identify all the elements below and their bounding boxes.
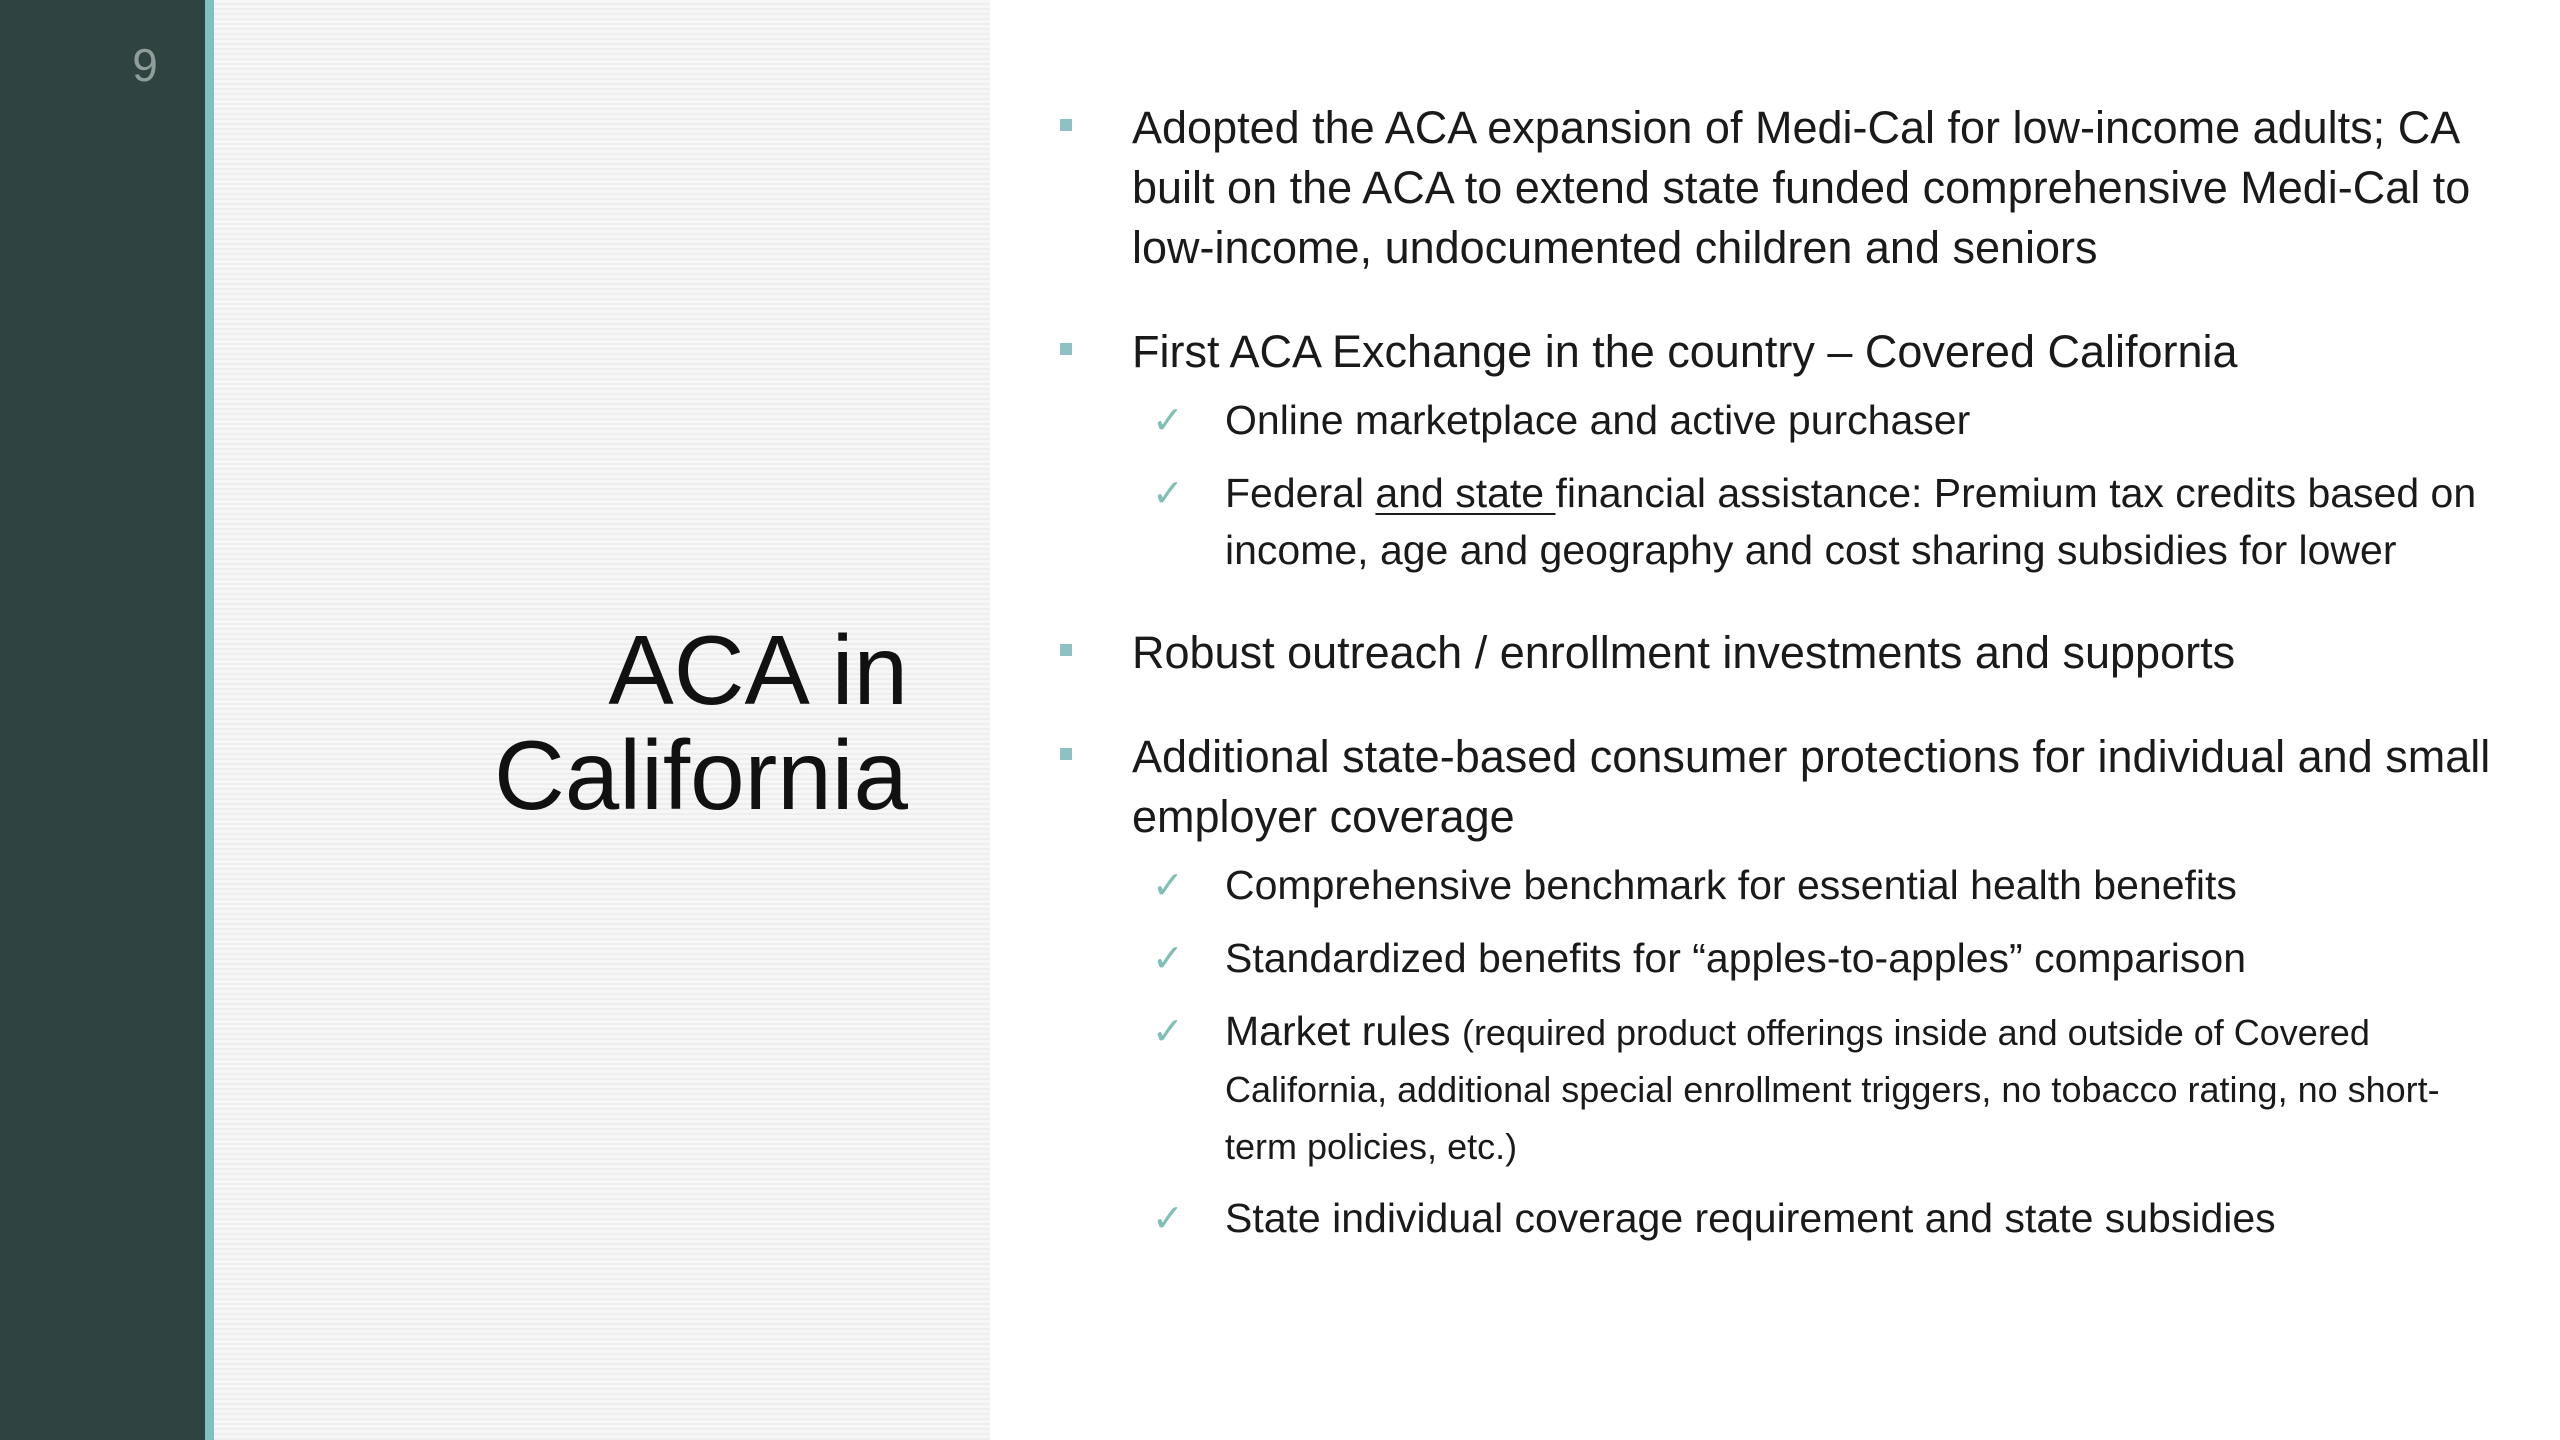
square-bullet-icon — [1060, 644, 1072, 656]
square-bullet-icon — [1060, 343, 1072, 355]
sub-list-consumer-protections — [1060, 857, 2500, 1247]
checkmark-icon: ✓ — [1152, 1196, 1184, 1240]
sub-item-text: Standardized benefits for “apples-to-apples” comparison — [1225, 935, 2246, 981]
slide-number: 9 — [132, 39, 158, 91]
title-panel — [214, 0, 990, 1440]
bullet-outreach — [1060, 623, 2500, 683]
sub-item-coverage-requirement — [1060, 1190, 2500, 1247]
checkmark-icon: ✓ — [1152, 863, 1184, 907]
sub-item-text-part-1: Federal — [1225, 470, 1376, 516]
square-bullet-icon — [1060, 119, 1072, 131]
bullet-text: Adopted the ACA expansion of Medi-Cal for low-income adults; CA built on the ACA to extend state funded comprehensive Medi-Cal to low-income, undocumented children and seniors — [1132, 102, 2471, 273]
checkmark-icon: ✓ — [1152, 936, 1184, 980]
sub-item-text-part-2: financial assistance: Premium tax credits based on income, age and geography and cost sharing subsidies for lower — [1225, 470, 2477, 573]
sub-item-online-marketplace — [1060, 392, 2500, 449]
sub-item-text: Online marketplace and active purchaser — [1225, 397, 1971, 443]
slide-content — [1060, 98, 2500, 1291]
sub-item-text: State individual coverage requirement and state subsidies — [1225, 1195, 2276, 1241]
bullet-text: Additional state-based consumer protections for individual and small employer coverage — [1132, 731, 2491, 842]
sub-item-market-rules — [1060, 1003, 2500, 1174]
bullet-covered-california — [1060, 322, 2500, 382]
sub-list-covered-california — [1060, 392, 2500, 579]
bullet-text: Robust outreach / enrollment investments and supports — [1132, 627, 2236, 678]
checkmark-icon: ✓ — [1152, 1009, 1184, 1053]
checkmark-icon: ✓ — [1152, 471, 1184, 515]
sub-item-text-main: Market rules — [1225, 1008, 1462, 1054]
bullet-medi-cal-expansion — [1060, 98, 2500, 278]
slide-title-line-2: California — [494, 720, 908, 830]
checkmark-icon: ✓ — [1152, 398, 1184, 442]
bullet-consumer-protections — [1060, 727, 2500, 847]
accent-stripe — [205, 0, 214, 1440]
slide-sidebar — [0, 0, 205, 1440]
sub-item-text-detail: (required product offerings inside and outside of Covered California, additional special enrollment triggers, no tobacco rating, no short-term policies, etc.) — [1225, 1012, 2440, 1167]
sub-item-benchmark — [1060, 857, 2500, 914]
square-bullet-icon — [1060, 748, 1072, 760]
slide-title-line-1: ACA in — [608, 615, 908, 725]
bullet-text: First ACA Exchange in the country – Covered California — [1132, 326, 2238, 377]
slide-title — [494, 615, 908, 830]
sub-item-financial-assistance — [1060, 465, 2500, 579]
sub-item-standardized-benefits — [1060, 930, 2500, 987]
sub-item-underlined-text: and state — [1375, 470, 1556, 516]
sub-item-text: Comprehensive benchmark for essential health benefits — [1225, 862, 2237, 908]
